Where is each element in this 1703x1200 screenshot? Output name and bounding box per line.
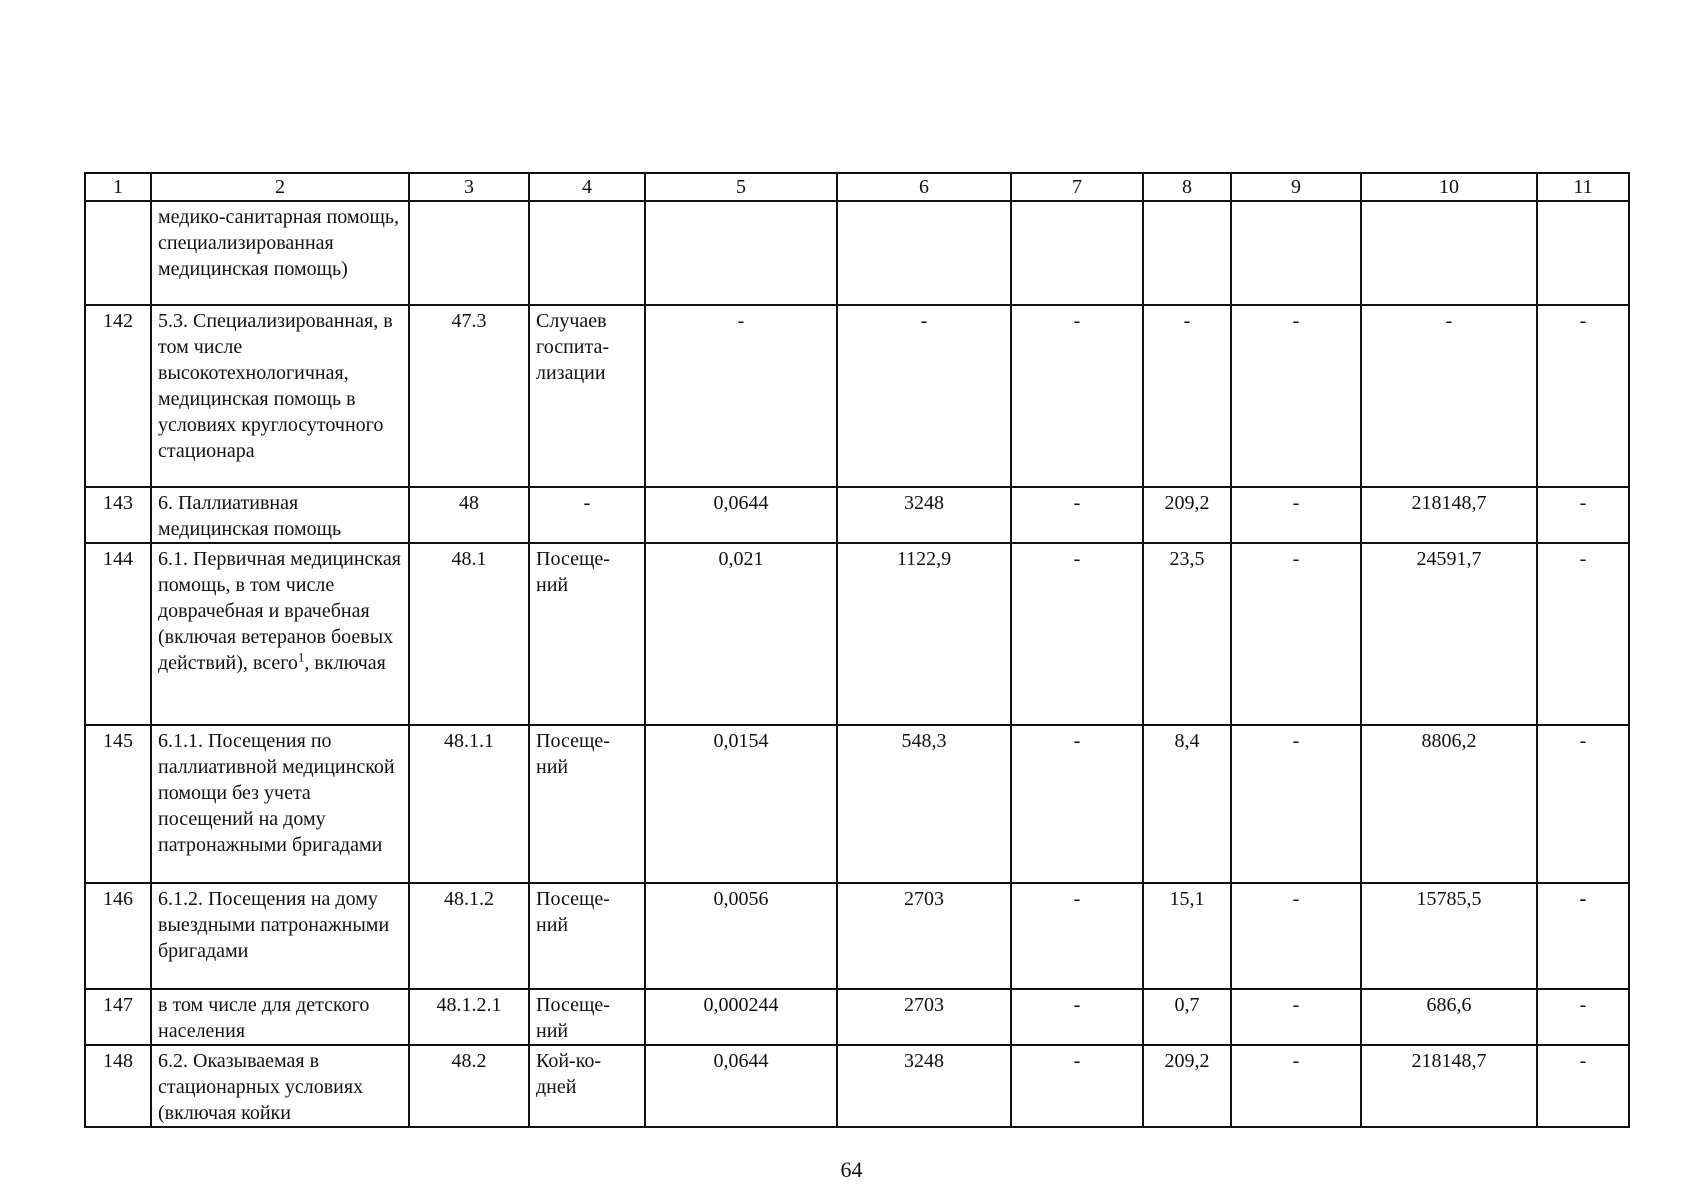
header-cell: 10 bbox=[1361, 173, 1537, 201]
value-cell: 8806,2 bbox=[1361, 725, 1537, 883]
value-cell: 15785,5 bbox=[1361, 883, 1537, 989]
description-cell: в том числе для детского населения bbox=[151, 989, 409, 1045]
value-cell: 548,3 bbox=[837, 725, 1011, 883]
page-number: 64 bbox=[840, 1157, 863, 1182]
value-cell bbox=[1011, 201, 1143, 305]
value-cell: - bbox=[1537, 1045, 1629, 1127]
code-cell: 48.1.2.1 bbox=[409, 989, 529, 1045]
row-number-cell: 143 bbox=[85, 487, 151, 543]
value-cell: 218148,7 bbox=[1361, 487, 1537, 543]
description-cell: 6.1.1. Посещения по паллиативной медицинской помощи без учета посещений на дому патронажными бригадами bbox=[151, 725, 409, 883]
table-row bbox=[85, 201, 1629, 305]
data-table bbox=[84, 172, 1630, 1128]
description-text: 6.1. Первичная медицинская помощь, в том числе доврачебная и врачебная (включая ветеранов боевых действий), всего bbox=[158, 548, 401, 674]
value-cell: 1122,9 bbox=[837, 543, 1011, 725]
value-cell: - bbox=[837, 305, 1011, 487]
code-cell: 47.3 bbox=[409, 305, 529, 487]
table-row bbox=[85, 725, 1629, 883]
value-cell: 3248 bbox=[837, 1045, 1011, 1127]
header-cell: 8 bbox=[1143, 173, 1231, 201]
value-cell: 24591,7 bbox=[1361, 543, 1537, 725]
header-cell: 5 bbox=[645, 173, 837, 201]
value-cell: - bbox=[1011, 305, 1143, 487]
footnote-marker: 1 bbox=[297, 649, 305, 665]
header-cell: 7 bbox=[1011, 173, 1143, 201]
row-number-cell bbox=[85, 201, 151, 305]
unit-cell: Посеще-ний bbox=[529, 883, 645, 989]
unit-cell: Кой-ко-дней bbox=[529, 1045, 645, 1127]
header-cell: 9 bbox=[1231, 173, 1361, 201]
value-cell: - bbox=[1361, 305, 1537, 487]
value-cell: 0,0644 bbox=[645, 487, 837, 543]
value-cell: 15,1 bbox=[1143, 883, 1231, 989]
value-cell: - bbox=[1231, 543, 1361, 725]
header-cell: 11 bbox=[1537, 173, 1629, 201]
value-cell: - bbox=[1143, 305, 1231, 487]
value-cell: - bbox=[1231, 1045, 1361, 1127]
header-cell: 1 bbox=[85, 173, 151, 201]
value-cell bbox=[1143, 201, 1231, 305]
value-cell: 0,021 bbox=[645, 543, 837, 725]
value-cell: 0,7 bbox=[1143, 989, 1231, 1045]
value-cell: 0,0154 bbox=[645, 725, 837, 883]
value-cell: 218148,7 bbox=[1361, 1045, 1537, 1127]
value-cell bbox=[1537, 201, 1629, 305]
unit-cell bbox=[529, 201, 645, 305]
description-cell: медико-санитарная помощь, специализированная медицинская помощь) bbox=[151, 201, 409, 305]
unit-cell: Посеще-ний bbox=[529, 543, 645, 725]
code-cell bbox=[409, 201, 529, 305]
value-cell: - bbox=[1231, 305, 1361, 487]
unit-cell: Случаев госпита-лизации bbox=[529, 305, 645, 487]
value-cell bbox=[837, 201, 1011, 305]
value-cell: - bbox=[1231, 989, 1361, 1045]
value-cell: 209,2 bbox=[1143, 487, 1231, 543]
description-cell: 6. Паллиативная медицинская помощь bbox=[151, 487, 409, 543]
value-cell: - bbox=[1011, 989, 1143, 1045]
description-cell: 6.1.2. Посещения на дому выездными патронажными бригадами bbox=[151, 883, 409, 989]
value-cell: - bbox=[1011, 883, 1143, 989]
value-cell: - bbox=[1537, 989, 1629, 1045]
value-cell: 8,4 bbox=[1143, 725, 1231, 883]
value-cell: - bbox=[1011, 1045, 1143, 1127]
value-cell: - bbox=[1537, 883, 1629, 989]
row-number-cell: 145 bbox=[85, 725, 151, 883]
description-cell: 6.2. Оказываемая в стационарных условиях (включая койки bbox=[151, 1045, 409, 1127]
value-cell bbox=[645, 201, 837, 305]
value-cell bbox=[1231, 201, 1361, 305]
unit-cell: - bbox=[529, 487, 645, 543]
row-number-cell: 148 bbox=[85, 1045, 151, 1127]
value-cell: 2703 bbox=[837, 883, 1011, 989]
header-cell: 3 bbox=[409, 173, 529, 201]
value-cell: 2703 bbox=[837, 989, 1011, 1045]
row-number-cell: 146 bbox=[85, 883, 151, 989]
row-number-cell: 147 bbox=[85, 989, 151, 1045]
value-cell: - bbox=[1011, 543, 1143, 725]
value-cell: - bbox=[645, 305, 837, 487]
header-cell: 6 bbox=[837, 173, 1011, 201]
code-cell: 48.1.2 bbox=[409, 883, 529, 989]
unit-cell: Посеще-ний bbox=[529, 989, 645, 1045]
value-cell: 0,000244 bbox=[645, 989, 837, 1045]
value-cell: 3248 bbox=[837, 487, 1011, 543]
code-cell: 48 bbox=[409, 487, 529, 543]
value-cell: - bbox=[1231, 487, 1361, 543]
code-cell: 48.1.1 bbox=[409, 725, 529, 883]
code-cell: 48.2 bbox=[409, 1045, 529, 1127]
header-row bbox=[85, 173, 1629, 201]
value-cell: - bbox=[1537, 305, 1629, 487]
value-cell: - bbox=[1011, 725, 1143, 883]
row-number-cell: 144 bbox=[85, 543, 151, 725]
value-cell: - bbox=[1231, 725, 1361, 883]
value-cell: - bbox=[1537, 725, 1629, 883]
value-cell: 0,0056 bbox=[645, 883, 837, 989]
table-row bbox=[85, 487, 1629, 543]
description-tail: , включая bbox=[304, 652, 386, 674]
table-row bbox=[85, 543, 1629, 725]
row-number-cell: 142 bbox=[85, 305, 151, 487]
description-cell: 5.3. Специализированная, в том числе высокотехнологичная, медицинская помощь в условиях круглосуточного стационара bbox=[151, 305, 409, 487]
code-cell: 48.1 bbox=[409, 543, 529, 725]
table-row bbox=[85, 1045, 1629, 1127]
value-cell: 0,0644 bbox=[645, 1045, 837, 1127]
unit-cell: Посеще-ний bbox=[529, 725, 645, 883]
value-cell bbox=[1361, 201, 1537, 305]
table-row bbox=[85, 989, 1629, 1045]
value-cell: 209,2 bbox=[1143, 1045, 1231, 1127]
value-cell: - bbox=[1537, 487, 1629, 543]
table-row bbox=[85, 305, 1629, 487]
description-cell bbox=[151, 543, 409, 725]
value-cell: 686,6 bbox=[1361, 989, 1537, 1045]
header-cell: 2 bbox=[151, 173, 409, 201]
table-row bbox=[85, 883, 1629, 989]
value-cell: - bbox=[1011, 487, 1143, 543]
value-cell: 23,5 bbox=[1143, 543, 1231, 725]
value-cell: - bbox=[1231, 883, 1361, 989]
header-cell: 4 bbox=[529, 173, 645, 201]
value-cell: - bbox=[1537, 543, 1629, 725]
